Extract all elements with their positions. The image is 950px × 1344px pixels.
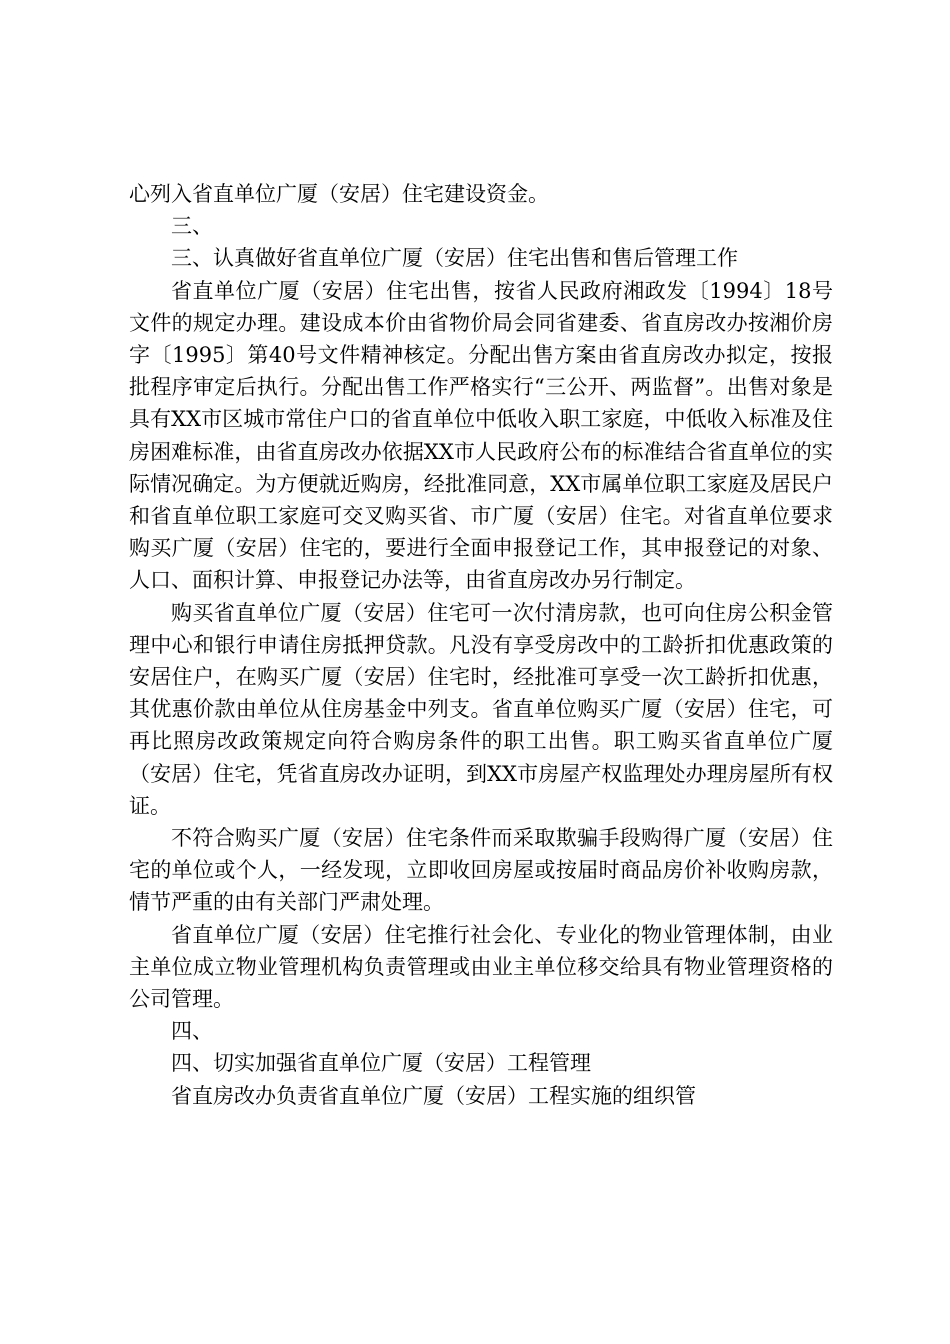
section-number-three: 三、: [171, 214, 213, 239]
document-page: [129, 178, 833, 1112]
paragraph-funding-tail: 心列入省直单位广厦（安居）住宅建设资金。: [129, 182, 549, 206]
paragraph-payment: 购买省直单位广厦（安居）住宅可一次付清房款，也可向住房公积金管理中心和银行申请住房抵押贷款。凡没有享受房改中的工龄折扣优惠政策的安居住户，在购买广厦（安居）住宅时，经批准可享受一次工龄折扣优惠，其优惠价款由单位从住房基金中列支。省直单位购买广厦（安居）住宅，可再比照房改政策规定向符合购房条件的职工出售。职工购买省直单位广厦（安居）住宅，凭省直房改办证明，到XX市房屋产权监理处办理房屋所有权证。: [129, 600, 833, 818]
section-heading-three: 三、认真做好省直单位广厦（安居）住宅出售和售后管理工作: [171, 246, 738, 271]
paragraph-project-management: 省直房改办负责省直单位广厦（安居）工程实施的组织管: [171, 1083, 696, 1108]
section-number-four: 四、: [171, 1019, 213, 1044]
paragraph-property-management: 省直单位广厦（安居）住宅推行社会化、专业化的物业管理体制，由业主单位成立物业管理机构负责管理或由业主单位移交给具有物业管理资格的公司管理。: [129, 922, 833, 1012]
paragraph-sales-rules: 省直单位广厦（安居）住宅出售，按省人民政府湘政发〔1994〕18号文件的规定办理。建设成本价由省物价局会同省建委、省直房改办按湘价房字〔1995〕第40号文件精神核定。分配出售方案由省直房改办拟定，按报批程序审定后执行。分配出售工作严格实行“三公开、两监督”。出售对象是具有XX市区城市常住户口的省直单位中低收入职工家庭，中低收入标准及住房困难标准，由省直房改办依据XX市人民政府公布的标准结合省直单位的实际情况确定。为方便就近购房，经批准同意，XX市属单位职工家庭及居民户和省直单位职工家庭可交叉购买省、市广厦（安居）住宅。对省直单位要求购买广厦（安居）住宅的，要进行全面申报登记工作，其申报登记的对象、人口、面积计算、申报登记办法等，由省直房改办另行制定。: [129, 278, 833, 593]
section-heading-four: 四、切实加强省直单位广厦（安居）工程管理: [171, 1051, 591, 1076]
paragraph-penalty: 不符合购买广厦（安居）住宅条件而采取欺骗手段购得广厦（安居）住宅的单位或个人，一经发现，立即收回房屋或按届时商品房价补收购房款，情节严重的由有关部门严肃处理。: [129, 826, 833, 915]
